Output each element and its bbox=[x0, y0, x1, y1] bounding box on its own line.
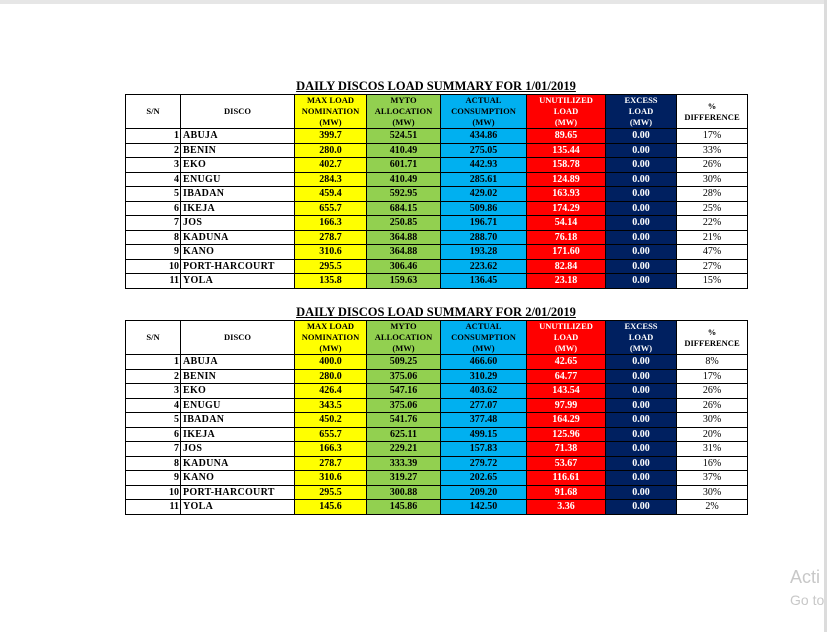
summary-block-2 bbox=[125, 304, 747, 515]
cell-unutilized-load: 164.29 bbox=[527, 413, 606, 428]
table-row bbox=[126, 427, 748, 442]
cell-actual-consumption: 275.05 bbox=[441, 143, 527, 158]
cell-unutilized-load: 64.77 bbox=[527, 369, 606, 384]
cell-myto-allocation: 601.71 bbox=[367, 158, 441, 173]
cell-difference: 26% bbox=[677, 398, 748, 413]
cell-difference: 37% bbox=[677, 471, 748, 486]
cell-excess-load: 0.00 bbox=[606, 274, 677, 289]
table-row bbox=[126, 369, 748, 384]
cell-myto-allocation: 229.21 bbox=[367, 442, 441, 457]
cell-difference: 27% bbox=[677, 259, 748, 274]
table-row bbox=[126, 384, 748, 399]
table-row bbox=[126, 471, 748, 486]
col-header-unutilized: UNUTILIZED LOAD (MW) bbox=[527, 321, 606, 355]
table-row bbox=[126, 201, 748, 216]
cell-actual-consumption: 277.07 bbox=[441, 398, 527, 413]
cell-max-load: 310.6 bbox=[295, 471, 367, 486]
cell-sn: 7 bbox=[126, 216, 181, 231]
cell-sn: 10 bbox=[126, 259, 181, 274]
cell-unutilized-load: 116.61 bbox=[527, 471, 606, 486]
cell-disco: IBADAN bbox=[181, 413, 295, 428]
col-header-excess: EXCESS LOAD (MW) bbox=[606, 321, 677, 355]
cell-disco: PORT-HARCOURT bbox=[181, 485, 295, 500]
cell-sn: 3 bbox=[126, 158, 181, 173]
cell-sn: 8 bbox=[126, 456, 181, 471]
col-header-max-load: MAX LOAD NOMINATION (MW) bbox=[295, 321, 367, 355]
cell-actual-consumption: 209.20 bbox=[441, 485, 527, 500]
cell-excess-load: 0.00 bbox=[606, 201, 677, 216]
cell-excess-load: 0.00 bbox=[606, 259, 677, 274]
cell-unutilized-load: 53.67 bbox=[527, 456, 606, 471]
summary-block-1 bbox=[125, 78, 747, 289]
col-header-disco: DISCO bbox=[181, 321, 295, 355]
cell-unutilized-load: 42.65 bbox=[527, 355, 606, 370]
cell-actual-consumption: 509.86 bbox=[441, 201, 527, 216]
cell-difference: 26% bbox=[677, 384, 748, 399]
cell-disco: KANO bbox=[181, 471, 295, 486]
cell-max-load: 400.0 bbox=[295, 355, 367, 370]
cell-sn: 4 bbox=[126, 172, 181, 187]
col-header-myto: MYTO ALLOCATION (MW) bbox=[367, 321, 441, 355]
cell-disco: ENUGU bbox=[181, 172, 295, 187]
table-row bbox=[126, 230, 748, 245]
cell-excess-load: 0.00 bbox=[606, 384, 677, 399]
cell-myto-allocation: 592.95 bbox=[367, 187, 441, 202]
cell-excess-load: 0.00 bbox=[606, 355, 677, 370]
cell-disco: ENUGU bbox=[181, 398, 295, 413]
cell-myto-allocation: 509.25 bbox=[367, 355, 441, 370]
table-title: DAILY DISCOS LOAD SUMMARY FOR 2/01/2019 bbox=[296, 305, 576, 319]
table-row bbox=[126, 187, 748, 202]
cell-disco: ABUJA bbox=[181, 355, 295, 370]
cell-unutilized-load: 135.44 bbox=[527, 143, 606, 158]
cell-myto-allocation: 300.88 bbox=[367, 485, 441, 500]
table-row bbox=[126, 158, 748, 173]
cell-excess-load: 0.00 bbox=[606, 172, 677, 187]
cell-actual-consumption: 288.70 bbox=[441, 230, 527, 245]
cell-difference: 30% bbox=[677, 413, 748, 428]
table-row bbox=[126, 442, 748, 457]
cell-disco: EKO bbox=[181, 384, 295, 399]
cell-excess-load: 0.00 bbox=[606, 230, 677, 245]
cell-sn: 5 bbox=[126, 413, 181, 428]
cell-max-load: 135.8 bbox=[295, 274, 367, 289]
cell-actual-consumption: 279.72 bbox=[441, 456, 527, 471]
cell-unutilized-load: 174.29 bbox=[527, 201, 606, 216]
activation-watermark-title: Acti bbox=[790, 567, 821, 587]
col-header-max-load: MAX LOAD NOMINATION (MW) bbox=[295, 95, 367, 129]
cell-actual-consumption: 142.50 bbox=[441, 500, 527, 515]
cell-actual-consumption: 434.86 bbox=[441, 129, 527, 144]
cell-unutilized-load: 54.14 bbox=[527, 216, 606, 231]
cell-max-load: 426.4 bbox=[295, 384, 367, 399]
cell-unutilized-load: 89.65 bbox=[527, 129, 606, 144]
cell-disco: IBADAN bbox=[181, 187, 295, 202]
col-header-actual: ACTUAL CONSUMPTION (MW) bbox=[441, 321, 527, 355]
cell-max-load: 450.2 bbox=[295, 413, 367, 428]
cell-unutilized-load: 71.38 bbox=[527, 442, 606, 457]
cell-unutilized-load: 125.96 bbox=[527, 427, 606, 442]
table-row bbox=[126, 143, 748, 158]
cell-myto-allocation: 625.11 bbox=[367, 427, 441, 442]
cell-sn: 9 bbox=[126, 471, 181, 486]
cell-actual-consumption: 499.15 bbox=[441, 427, 527, 442]
cell-difference: 30% bbox=[677, 172, 748, 187]
cell-sn: 11 bbox=[126, 500, 181, 515]
cell-disco: ABUJA bbox=[181, 129, 295, 144]
cell-myto-allocation: 145.86 bbox=[367, 500, 441, 515]
cell-max-load: 295.5 bbox=[295, 485, 367, 500]
cell-disco: YOLA bbox=[181, 500, 295, 515]
cell-excess-load: 0.00 bbox=[606, 442, 677, 457]
cell-disco: IKEJA bbox=[181, 427, 295, 442]
cell-excess-load: 0.00 bbox=[606, 187, 677, 202]
cell-myto-allocation: 375.06 bbox=[367, 369, 441, 384]
cell-disco: KADUNA bbox=[181, 456, 295, 471]
cell-excess-load: 0.00 bbox=[606, 369, 677, 384]
cell-myto-allocation: 524.51 bbox=[367, 129, 441, 144]
cell-sn: 7 bbox=[126, 442, 181, 457]
cell-myto-allocation: 306.46 bbox=[367, 259, 441, 274]
cell-difference: 33% bbox=[677, 143, 748, 158]
cell-unutilized-load: 97.99 bbox=[527, 398, 606, 413]
cell-unutilized-load: 124.89 bbox=[527, 172, 606, 187]
col-header-myto: MYTO ALLOCATION (MW) bbox=[367, 95, 441, 129]
col-header-disco: DISCO bbox=[181, 95, 295, 129]
activation-watermark-subtitle: Go to bbox=[790, 592, 825, 608]
cell-difference: 21% bbox=[677, 230, 748, 245]
cell-difference: 20% bbox=[677, 427, 748, 442]
table-row bbox=[126, 398, 748, 413]
cell-sn: 1 bbox=[126, 355, 181, 370]
cell-max-load: 459.4 bbox=[295, 187, 367, 202]
cell-excess-load: 0.00 bbox=[606, 456, 677, 471]
cell-actual-consumption: 377.48 bbox=[441, 413, 527, 428]
table-row bbox=[126, 485, 748, 500]
cell-myto-allocation: 333.39 bbox=[367, 456, 441, 471]
cell-actual-consumption: 196.71 bbox=[441, 216, 527, 231]
cell-difference: 2% bbox=[677, 500, 748, 515]
table-row bbox=[126, 129, 748, 144]
col-header-sn: S/N bbox=[126, 95, 181, 129]
cell-max-load: 399.7 bbox=[295, 129, 367, 144]
cell-myto-allocation: 541.76 bbox=[367, 413, 441, 428]
cell-max-load: 310.6 bbox=[295, 245, 367, 260]
cell-disco: KADUNA bbox=[181, 230, 295, 245]
cell-unutilized-load: 171.60 bbox=[527, 245, 606, 260]
cell-difference: 47% bbox=[677, 245, 748, 260]
cell-sn: 5 bbox=[126, 187, 181, 202]
cell-unutilized-load: 23.18 bbox=[527, 274, 606, 289]
cell-excess-load: 0.00 bbox=[606, 427, 677, 442]
cell-difference: 25% bbox=[677, 201, 748, 216]
cell-unutilized-load: 158.78 bbox=[527, 158, 606, 173]
cell-excess-load: 0.00 bbox=[606, 143, 677, 158]
cell-myto-allocation: 319.27 bbox=[367, 471, 441, 486]
col-header-sn: S/N bbox=[126, 321, 181, 355]
cell-disco: IKEJA bbox=[181, 201, 295, 216]
table-row bbox=[126, 274, 748, 289]
cell-disco: YOLA bbox=[181, 274, 295, 289]
cell-excess-load: 0.00 bbox=[606, 216, 677, 231]
cell-disco: JOS bbox=[181, 216, 295, 231]
cell-unutilized-load: 3.36 bbox=[527, 500, 606, 515]
cell-max-load: 145.6 bbox=[295, 500, 367, 515]
table-row bbox=[126, 259, 748, 274]
cell-max-load: 280.0 bbox=[295, 143, 367, 158]
cell-actual-consumption: 136.45 bbox=[441, 274, 527, 289]
cell-max-load: 343.5 bbox=[295, 398, 367, 413]
table-row bbox=[126, 500, 748, 515]
cell-disco: BENIN bbox=[181, 143, 295, 158]
cell-sn: 9 bbox=[126, 245, 181, 260]
table-title: DAILY DISCOS LOAD SUMMARY FOR 1/01/2019 bbox=[296, 79, 576, 93]
cell-excess-load: 0.00 bbox=[606, 471, 677, 486]
cell-actual-consumption: 466.60 bbox=[441, 355, 527, 370]
header-row bbox=[126, 321, 748, 355]
cell-difference: 17% bbox=[677, 369, 748, 384]
cell-sn: 4 bbox=[126, 398, 181, 413]
cell-difference: 8% bbox=[677, 355, 748, 370]
table-row bbox=[126, 245, 748, 260]
cell-excess-load: 0.00 bbox=[606, 129, 677, 144]
cell-difference: 17% bbox=[677, 129, 748, 144]
load-summary-table bbox=[125, 320, 748, 515]
cell-actual-consumption: 403.62 bbox=[441, 384, 527, 399]
header-row bbox=[126, 95, 748, 129]
cell-max-load: 166.3 bbox=[295, 442, 367, 457]
cell-sn: 2 bbox=[126, 369, 181, 384]
cell-actual-consumption: 429.02 bbox=[441, 187, 527, 202]
cell-actual-consumption: 285.61 bbox=[441, 172, 527, 187]
cell-sn: 6 bbox=[126, 201, 181, 216]
cell-myto-allocation: 375.06 bbox=[367, 398, 441, 413]
cell-disco: JOS bbox=[181, 442, 295, 457]
cell-myto-allocation: 684.15 bbox=[367, 201, 441, 216]
cell-difference: 28% bbox=[677, 187, 748, 202]
cell-sn: 6 bbox=[126, 427, 181, 442]
cell-myto-allocation: 547.16 bbox=[367, 384, 441, 399]
col-header-difference: % DIFFERENCE bbox=[677, 95, 748, 129]
cell-max-load: 295.5 bbox=[295, 259, 367, 274]
cell-difference: 30% bbox=[677, 485, 748, 500]
table-row bbox=[126, 456, 748, 471]
cell-sn: 3 bbox=[126, 384, 181, 399]
cell-myto-allocation: 159.63 bbox=[367, 274, 441, 289]
cell-difference: 16% bbox=[677, 456, 748, 471]
table-row bbox=[126, 413, 748, 428]
cell-max-load: 655.7 bbox=[295, 201, 367, 216]
cell-disco: KANO bbox=[181, 245, 295, 260]
cell-sn: 2 bbox=[126, 143, 181, 158]
cell-excess-load: 0.00 bbox=[606, 158, 677, 173]
cell-myto-allocation: 410.49 bbox=[367, 143, 441, 158]
cell-excess-load: 0.00 bbox=[606, 485, 677, 500]
cell-difference: 31% bbox=[677, 442, 748, 457]
load-summary-table bbox=[125, 94, 748, 289]
cell-unutilized-load: 143.54 bbox=[527, 384, 606, 399]
cell-myto-allocation: 364.88 bbox=[367, 230, 441, 245]
cell-sn: 11 bbox=[126, 274, 181, 289]
cell-actual-consumption: 193.28 bbox=[441, 245, 527, 260]
cell-difference: 22% bbox=[677, 216, 748, 231]
cell-actual-consumption: 202.65 bbox=[441, 471, 527, 486]
cell-max-load: 278.7 bbox=[295, 230, 367, 245]
cell-max-load: 284.3 bbox=[295, 172, 367, 187]
table-row bbox=[126, 172, 748, 187]
cell-actual-consumption: 442.93 bbox=[441, 158, 527, 173]
table-row bbox=[126, 216, 748, 231]
cell-myto-allocation: 250.85 bbox=[367, 216, 441, 231]
col-header-difference: % DIFFERENCE bbox=[677, 321, 748, 355]
col-header-unutilized: UNUTILIZED LOAD (MW) bbox=[527, 95, 606, 129]
cell-actual-consumption: 223.62 bbox=[441, 259, 527, 274]
cell-actual-consumption: 157.83 bbox=[441, 442, 527, 457]
cell-disco: EKO bbox=[181, 158, 295, 173]
col-header-excess: EXCESS LOAD (MW) bbox=[606, 95, 677, 129]
cell-myto-allocation: 364.88 bbox=[367, 245, 441, 260]
table-row bbox=[126, 355, 748, 370]
cell-sn: 1 bbox=[126, 129, 181, 144]
top-border-strip bbox=[0, 0, 827, 4]
cell-difference: 15% bbox=[677, 274, 748, 289]
cell-max-load: 402.7 bbox=[295, 158, 367, 173]
cell-disco: PORT-HARCOURT bbox=[181, 259, 295, 274]
cell-excess-load: 0.00 bbox=[606, 245, 677, 260]
cell-max-load: 655.7 bbox=[295, 427, 367, 442]
cell-difference: 26% bbox=[677, 158, 748, 173]
cell-unutilized-load: 82.84 bbox=[527, 259, 606, 274]
cell-disco: BENIN bbox=[181, 369, 295, 384]
cell-max-load: 280.0 bbox=[295, 369, 367, 384]
cell-excess-load: 0.00 bbox=[606, 413, 677, 428]
cell-unutilized-load: 91.68 bbox=[527, 485, 606, 500]
cell-myto-allocation: 410.49 bbox=[367, 172, 441, 187]
cell-max-load: 166.3 bbox=[295, 216, 367, 231]
cell-max-load: 278.7 bbox=[295, 456, 367, 471]
cell-sn: 8 bbox=[126, 230, 181, 245]
cell-excess-load: 0.00 bbox=[606, 398, 677, 413]
cell-excess-load: 0.00 bbox=[606, 500, 677, 515]
cell-unutilized-load: 76.18 bbox=[527, 230, 606, 245]
cell-unutilized-load: 163.93 bbox=[527, 187, 606, 202]
cell-sn: 10 bbox=[126, 485, 181, 500]
col-header-actual: ACTUAL CONSUMPTION (MW) bbox=[441, 95, 527, 129]
cell-actual-consumption: 310.29 bbox=[441, 369, 527, 384]
